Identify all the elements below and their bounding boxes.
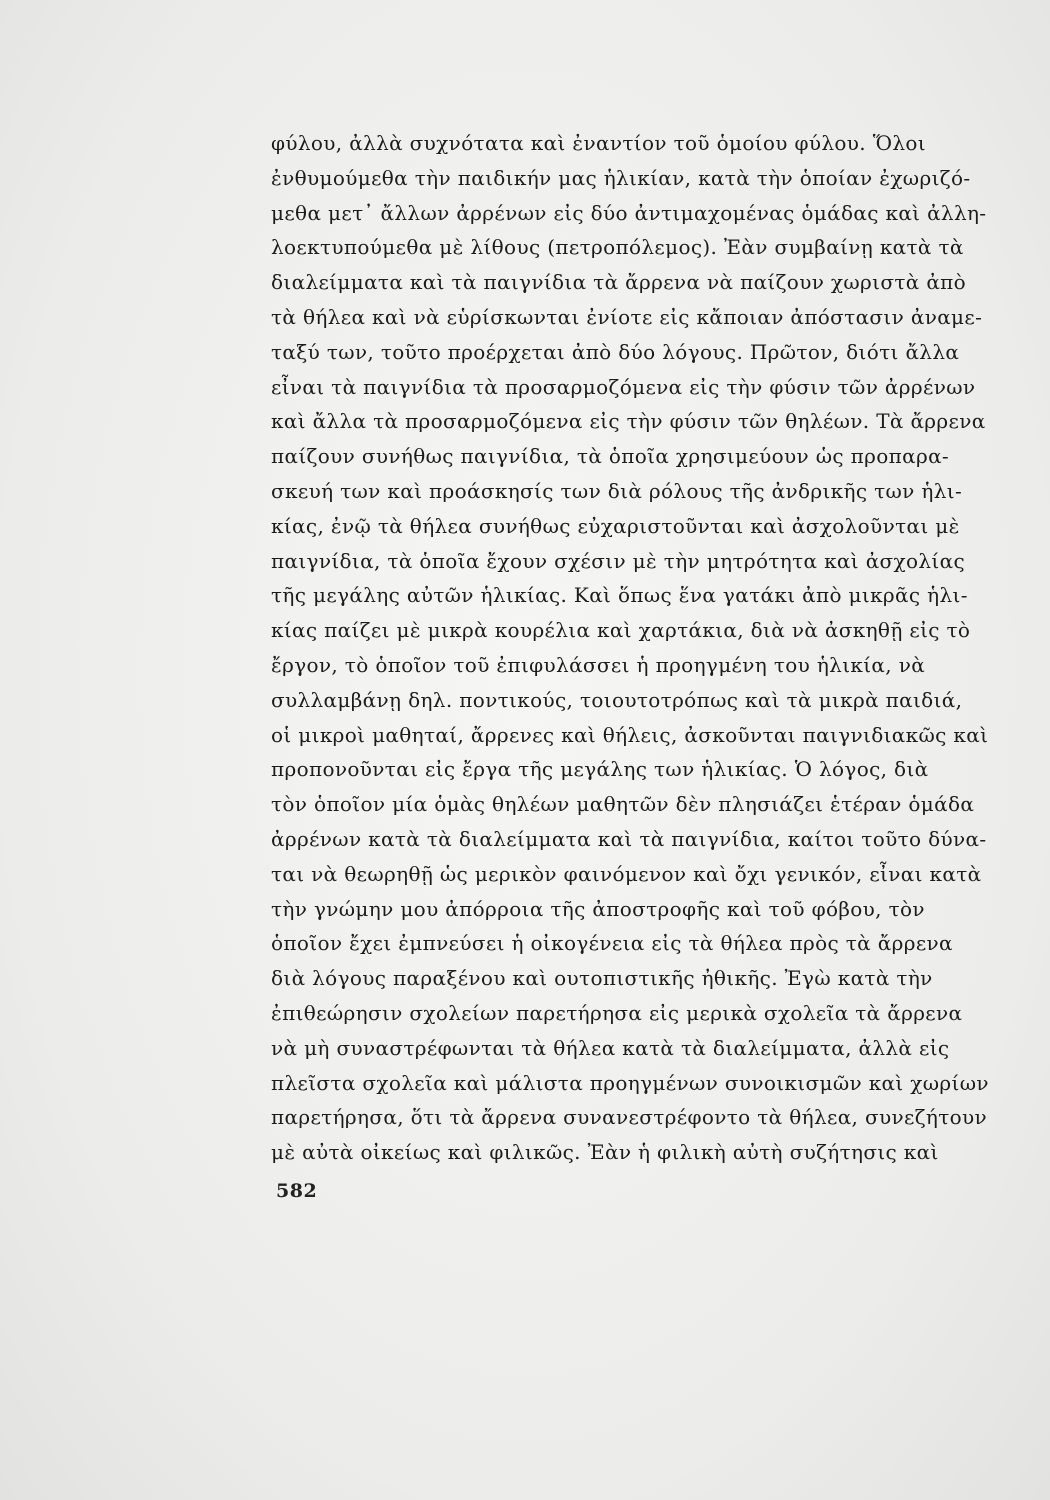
text-line-3: μεθα μετ᾽ ἄλλων ἀρρένων εἰς δύο ἀντιμαχομένας ὁμάδας καὶ ἀλλη- — [271, 200, 987, 225]
text-line-26: ἐπιθεώρησιν σχολείων παρετήρησα εἰς μερικὰ σχολεῖα τὰ ἄρρενα — [271, 1000, 963, 1025]
text-line-23: τὴν γνώμην μου ἀπόρροια τῆς ἀποστροφῆς καὶ τοῦ φόβου, τὸν — [271, 896, 925, 921]
text-line-7: ταξύ των, τοῦτο προέρχεται ἀπὸ δύο λόγους. Πρῶτον, διότι ἄλλα — [271, 339, 960, 364]
text-line-16: ἔργον, τὸ ὁποῖον τοῦ ἐπιφυλάσσει ἡ προηγμένη του ἡλικία, νὰ — [271, 652, 926, 677]
text-line-10: παίζουν συνήθως παιγνίδια, τὰ ὁποῖα χρησιμεύουν ὡς προπαρα- — [271, 444, 950, 469]
body-text — [271, 126, 991, 1170]
text-line-15: κίας παίζει μὲ μικρὰ κουρέλια καὶ χαρτάκια, διὰ νὰ ἀσκηθῇ εἰς τὸ — [271, 618, 971, 643]
text-line-17: συλλαμβάνῃ δηλ. ποντικούς, τοιουτοτρόπως καὶ τὰ μικρὰ παιδιά, — [271, 687, 963, 712]
text-line-25: διὰ λόγους παραξένου καὶ ουτοπιστικῆς ἠθικῆς. Ἐγὼ κατὰ τὴν — [271, 966, 933, 991]
text-line-24: ὁποῖον ἔχει ἐμπνεύσει ἡ οἰκογένεια εἰς τὰ θήλεα πρὸς τὰ ἄρρενα — [271, 931, 953, 956]
text-line-9: καὶ ἄλλα τὰ προσαρμοζόμενα εἰς τὴν φύσιν τῶν θηλέων. Τὰ ἄρρενα — [271, 409, 986, 434]
text-line-21: ἀρρένων κατὰ τὰ διαλείμματα καὶ τὰ παιγνίδια, καίτοι τοῦτο δύνα- — [271, 826, 987, 851]
text-line-18: οἱ μικροὶ μαθηταί, ἄρρενες καὶ θήλεις, ἀσκοῦνται παιγνιδιακῶς καὶ — [271, 722, 989, 747]
text-line-12: κίας, ἐνῷ τὰ θήλεα συνήθως εὐχαριστοῦνται καὶ ἀσχολοῦνται μὲ — [271, 513, 960, 538]
text-line-4: λοεκτυπούμεθα μὲ λίθους (πετροπόλεμος). Ἐὰν συμβαίνῃ κατὰ τὰ — [271, 235, 964, 260]
text-line-5: διαλείμματα καὶ τὰ παιγνίδια τὰ ἄρρενα νὰ παίζουν χωριστὰ ἀπὸ — [271, 270, 967, 295]
text-line-29: παρετήρησα, ὅτι τὰ ἄρρενα συνανεστρέφοντο τὰ θήλεα, συνεζήτουν — [271, 1105, 988, 1130]
text-line-14: τῆς μεγάλης αὐτῶν ἡλικίας. Καὶ ὅπως ἕνα γατάκι ἀπὸ μικρᾶς ἡλι- — [271, 583, 968, 608]
text-line-1: φύλου, ἀλλὰ συχνότατα καὶ ἐναντίον τοῦ ὁμοίου φύλου. Ὅλοι — [271, 131, 926, 155]
text-line-30: μὲ αὐτὰ οἰκείως καὶ φιλικῶς. Ἐὰν ἡ φιλικὴ αὐτὴ συζήτησις καὶ — [271, 1140, 939, 1165]
text-line-28: πλεῖστα σχολεῖα καὶ μάλιστα προηγμένων συνοικισμῶν καὶ χωρίων — [271, 1070, 989, 1095]
text-line-2: ἐνθυμούμεθα τὴν παιδικήν μας ἡλικίαν, κατὰ τὴν ὁποίαν ἐχωριζό- — [271, 165, 971, 190]
text-line-11: σκευή των καὶ προάσκησίς των διὰ ρόλους τῆς ἀνδρικῆς των ἡλι- — [271, 478, 963, 503]
text-line-8: εἶναι τὰ παιγνίδια τὰ προσαρμοζόμενα εἰς τὴν φύσιν τῶν ἀρρένων — [271, 374, 976, 399]
text-line-13: παιγνίδια, τὰ ὁποῖα ἔχουν σχέσιν μὲ τὴν μητρότητα καὶ ἀσχολίας — [271, 548, 966, 573]
text-line-27: νὰ μὴ συναστρέφωνται τὰ θήλεα κατὰ τὰ διαλείμματα, ἀλλὰ εἰς — [271, 1035, 950, 1060]
page-number: 582 — [276, 1180, 318, 1202]
text-line-20: τὸν ὁποῖον μία ὁμὰς θηλέων μαθητῶν δὲν πλησιάζει ἑτέραν ὁμάδα — [271, 792, 975, 817]
text-line-19: προπονοῦνται εἰς ἔργα τῆς μεγάλης των ἡλικίας. Ὁ λόγος, διὰ — [271, 757, 929, 782]
text-line-22: ται νὰ θεωρηθῇ ὡς μερικὸν φαινόμενον καὶ ὄχι γενικόν, εἶναι κατὰ — [271, 861, 982, 886]
text-line-6: τὰ θήλεα καὶ νὰ εὑρίσκωνται ἐνίοτε εἰς κἄποιαν ἀπόστασιν ἀναμε- — [271, 304, 983, 329]
